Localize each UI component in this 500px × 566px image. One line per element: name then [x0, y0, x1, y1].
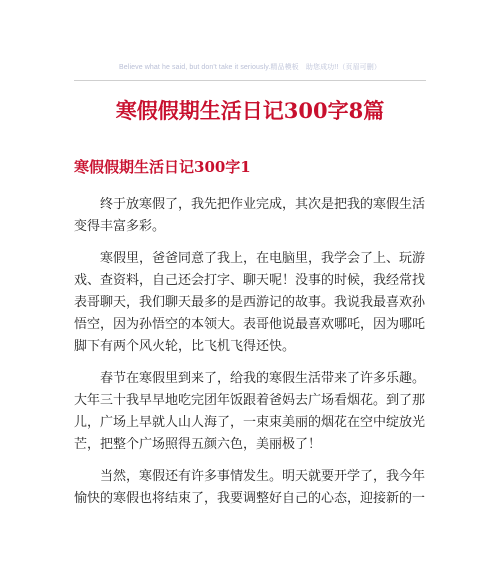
paragraph-line: 悟空，因为孙悟空的本领大。表哥他说最喜欢哪吒，因为哪吒	[74, 317, 426, 332]
paragraph-line: 儿，广场上早就人山人海了，一束束美丽的烟花在空中绽放光	[74, 415, 426, 430]
paragraph	[74, 368, 426, 456]
header-divider	[74, 80, 426, 81]
paragraph-line: 终于放寒假了，我先把作业完成，其次是把我的寒假生活	[100, 197, 426, 212]
paragraph-line: 春节在寒假里到来了，给我的寒假生活带来了许多乐趣。	[100, 371, 426, 386]
page-header-text: Believe what he said, but don't take it seriously.精品模板 助您成功!!（页眉可删）	[119, 64, 381, 71]
section-heading: 寒假假期生活日记300字1	[74, 158, 251, 176]
paragraph-line: 变得丰富多彩。	[74, 219, 166, 234]
paragraph-line: 当然，寒假还有许多事情发生。明天就要开学了，我今年	[100, 469, 426, 484]
paragraph-line: 戏、查资料，自己还会打字、聊天呢！没事的时候，我经常找	[74, 273, 426, 288]
paragraph-line: 脚下有两个风火轮，比飞机飞得还快。	[74, 339, 296, 354]
paragraph	[74, 466, 426, 510]
paragraph-line: 表哥聊天，我们聊天最多的是西游记的故事。我说我最喜欢孙	[74, 295, 426, 310]
document-body	[74, 194, 426, 520]
paragraph-line: 芒，把整个广场照得五颜六色，美丽极了！	[74, 437, 322, 452]
document-title: 寒假假期生活日记300字8篇	[115, 98, 385, 123]
paragraph-line: 大年三十我早早地吃完团年饭跟着爸妈去广场看烟花。到了那	[74, 393, 426, 408]
paragraph-line: 愉快的寒假也将结束了，我要调整好自己的心态，迎接新的一	[74, 491, 426, 506]
paragraph-line: 寒假里，爸爸同意了我上，在电脑里，我学会了上、玩游	[100, 251, 426, 266]
paragraph	[74, 194, 426, 238]
paragraph	[74, 248, 426, 358]
